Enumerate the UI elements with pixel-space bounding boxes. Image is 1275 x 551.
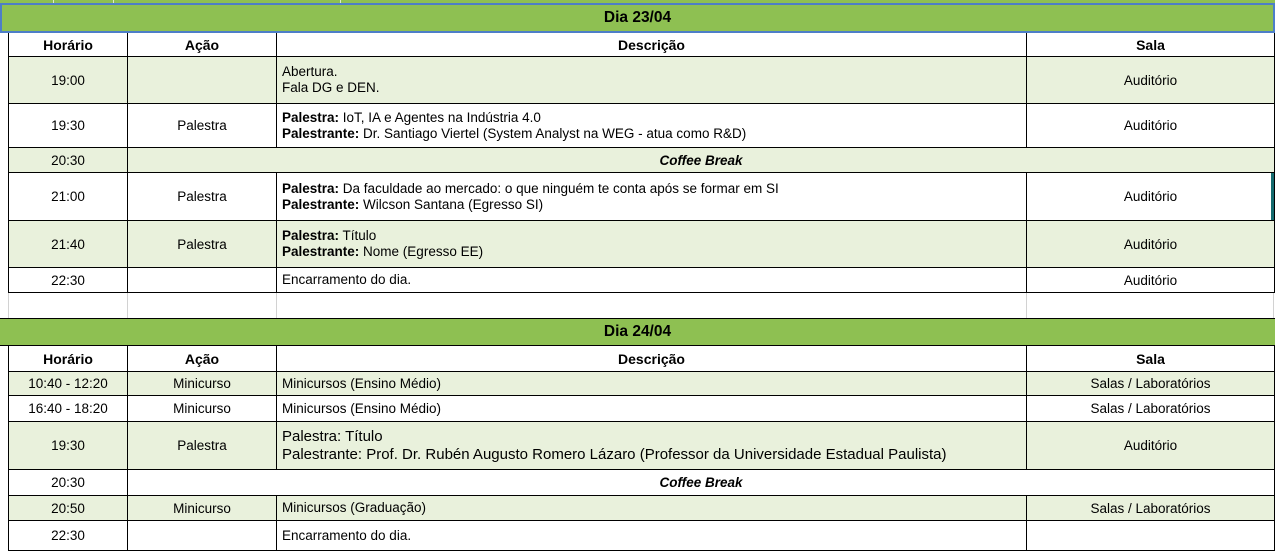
- cell-action[interactable]: [128, 396, 277, 422]
- cell-time[interactable]: [9, 268, 128, 293]
- cell-time[interactable]: [9, 422, 128, 470]
- cell-room[interactable]: [1027, 221, 1275, 268]
- room-label: Auditório: [1123, 118, 1178, 133]
- description-line: [282, 228, 376, 244]
- description-text: Título: [339, 228, 377, 243]
- description-text: Nome (Egresso EE): [359, 244, 484, 259]
- cell-room[interactable]: [1027, 372, 1275, 396]
- cell-action[interactable]: [128, 422, 277, 470]
- action-label: Palestra: [177, 236, 227, 252]
- room-label: Salas / Laboratórios: [1090, 376, 1211, 391]
- description-line: Minicursos (Ensino Médio): [282, 375, 442, 391]
- description-line: Fala DG e DEN.: [282, 80, 380, 95]
- header-cell-acao[interactable]: [128, 33, 277, 57]
- time-label: 19:30: [51, 438, 85, 453]
- room-label: Auditório: [1123, 72, 1178, 88]
- header-label: Ação: [184, 350, 220, 367]
- day1-title-band[interactable]: [0, 3, 1275, 33]
- gridline: [8, 293, 9, 318]
- room-label: Auditório: [1123, 438, 1178, 453]
- cell-description[interactable]: [277, 396, 1027, 422]
- description-text: Dr. Santiago Viertel (System Analyst na WEG - atua como R&D): [359, 125, 747, 141]
- day1-header-row: [9, 33, 1275, 57]
- gridline: [1273, 293, 1274, 318]
- header-label: Descrição: [618, 350, 685, 367]
- cell-description[interactable]: [277, 173, 1027, 221]
- cell-coffee-break[interactable]: [128, 470, 1275, 496]
- cell-time[interactable]: [9, 104, 128, 148]
- cell-description[interactable]: [277, 496, 1027, 521]
- cell-description[interactable]: [277, 268, 1027, 293]
- description-line: [282, 181, 779, 197]
- room-label: Auditório: [1123, 272, 1178, 288]
- time-label: 16:40 - 18:20: [28, 401, 108, 416]
- description-bold-label: Palestra:: [282, 109, 340, 125]
- description-line: Palestra: Título: [282, 427, 383, 445]
- description-line: Encarramento do dia.: [282, 527, 412, 543]
- cell-action[interactable]: [128, 104, 277, 148]
- header-cell-descricao[interactable]: [277, 346, 1027, 372]
- header-label: Ação: [184, 36, 220, 53]
- schedule-row-1900: [9, 57, 1275, 104]
- schedule-row-1930: [9, 104, 1275, 148]
- header-cell-sala[interactable]: [1027, 33, 1275, 57]
- cell-time[interactable]: [9, 396, 128, 422]
- header-cell-horario[interactable]: [9, 33, 128, 57]
- day1-table: [8, 33, 1275, 293]
- header-label: Horário: [43, 350, 93, 367]
- description-bold-label: Palestra:: [282, 180, 340, 196]
- cell-time[interactable]: [9, 221, 128, 268]
- day2-table: [8, 346, 1275, 551]
- description-line: [282, 197, 543, 213]
- header-cell-sala[interactable]: [1027, 346, 1275, 372]
- description-line: Encarramento do dia.: [282, 272, 412, 287]
- cell-time[interactable]: [9, 496, 128, 521]
- cell-room[interactable]: [1027, 521, 1275, 551]
- gridline: [127, 293, 128, 318]
- header-label: Descrição: [618, 36, 685, 53]
- time-label: 20:30: [51, 475, 85, 490]
- time-label: 19:30: [51, 118, 85, 133]
- coffee-break-row: [9, 148, 1275, 173]
- description-text: Wilcson Santana (Egresso SI): [359, 196, 544, 212]
- header-label: Sala: [1136, 350, 1165, 367]
- header-label: Sala: [1136, 36, 1165, 53]
- action-label: Palestra: [177, 438, 227, 453]
- description-text: IoT, IA e Agentes na Indústria 4.0: [339, 109, 541, 125]
- gridline: [1026, 293, 1027, 318]
- schedule-row-2230: [9, 268, 1275, 293]
- day2-header-row: [9, 346, 1275, 372]
- gridline: [276, 293, 277, 318]
- room-label: Auditório: [1123, 189, 1178, 204]
- header-cell-descricao[interactable]: [277, 33, 1027, 57]
- schedule-row-2100: [9, 173, 1275, 221]
- time-label: 10:40 - 12:20: [28, 376, 108, 391]
- cell-time[interactable]: [9, 372, 128, 396]
- cell-room[interactable]: [1027, 422, 1275, 470]
- coffee-break-label: Coffee Break: [659, 152, 743, 168]
- action-label: Palestra: [177, 118, 227, 133]
- time-label: 21:00: [51, 189, 85, 204]
- description-bold-label: Palestrante:: [282, 244, 360, 259]
- coffee-break-label: Coffee Break: [659, 475, 743, 490]
- schedule-row-2140: [9, 221, 1275, 268]
- cell-room[interactable]: [1027, 104, 1275, 148]
- cell-action[interactable]: [128, 372, 277, 396]
- cell-description[interactable]: [277, 521, 1027, 551]
- cell-action[interactable]: [128, 268, 277, 293]
- header-cell-horario[interactable]: [9, 346, 128, 372]
- cell-description[interactable]: [277, 221, 1027, 268]
- empty-spreadsheet-row[interactable]: [0, 293, 1275, 318]
- cell-action[interactable]: [128, 496, 277, 521]
- description-line: Abertura.: [282, 64, 338, 79]
- schedule-row-1040: [9, 372, 1275, 396]
- gridline: [53, 0, 54, 3]
- description-line: [282, 110, 541, 126]
- description-line: Minicursos (Ensino Médio): [282, 400, 442, 416]
- description-line: Palestrante: Prof. Dr. Rubén Augusto Romero Lázaro (Professor da Universidade Estadual Paulista): [282, 445, 947, 463]
- description-bold-label: Palestra:: [282, 228, 340, 243]
- cell-description[interactable]: [277, 104, 1027, 148]
- description-bold-label: Palestrante:: [282, 125, 360, 141]
- cell-room-selected[interactable]: [1027, 173, 1275, 221]
- time-label: 22:30: [51, 272, 85, 288]
- cell-room[interactable]: [1027, 268, 1275, 293]
- time-label: 22:30: [51, 528, 85, 543]
- cell-action[interactable]: [128, 173, 277, 221]
- cell-description[interactable]: [277, 372, 1027, 396]
- description-bold-label: Palestrante:: [282, 196, 360, 212]
- cell-time[interactable]: [9, 57, 128, 104]
- cell-description[interactable]: [277, 422, 1027, 470]
- room-label: Auditório: [1123, 236, 1178, 252]
- coffee-break-row: [9, 470, 1275, 496]
- time-label: 19:00: [51, 72, 85, 88]
- schedule-row-2050: [9, 496, 1275, 521]
- cell-action[interactable]: [128, 221, 277, 268]
- partial-row-above-table: [0, 0, 1275, 3]
- room-label: Salas / Laboratórios: [1090, 500, 1211, 516]
- active-cell-cursor: [1271, 173, 1274, 220]
- action-label: Minicurso: [173, 500, 231, 516]
- cell-description[interactable]: [277, 57, 1027, 104]
- schedule-row-2230: [9, 521, 1275, 551]
- time-label: 20:50: [51, 500, 85, 516]
- cell-coffee-break[interactable]: [128, 148, 1275, 173]
- description-line: [282, 244, 483, 260]
- cell-time[interactable]: [9, 148, 128, 173]
- cell-time[interactable]: [9, 470, 128, 496]
- cell-room[interactable]: [1027, 396, 1275, 422]
- description-line: Minicursos (Graduação): [282, 500, 427, 515]
- cell-action[interactable]: [128, 521, 277, 551]
- description-line: [282, 126, 746, 142]
- day2-title-band[interactable]: [0, 318, 1275, 346]
- gridline: [113, 0, 114, 3]
- action-label: Minicurso: [173, 401, 231, 416]
- cell-room[interactable]: [1027, 496, 1275, 521]
- day1-title: Dia 23/04: [603, 9, 672, 26]
- header-cell-acao[interactable]: [128, 346, 277, 372]
- cell-time[interactable]: [9, 521, 128, 551]
- gridline: [340, 0, 341, 3]
- cell-action[interactable]: [128, 57, 277, 104]
- time-label: 20:30: [51, 152, 85, 168]
- schedule-row-1640: [9, 396, 1275, 422]
- schedule-row-1930: [9, 422, 1275, 470]
- cell-time[interactable]: [9, 173, 128, 221]
- day2-title: Dia 24/04: [603, 323, 672, 340]
- cell-room[interactable]: [1027, 57, 1275, 104]
- action-label: Palestra: [177, 189, 227, 204]
- description-text: Da faculdade ao mercado: o que ninguém te conta após se formar em SI: [339, 180, 779, 196]
- room-label: Salas / Laboratórios: [1090, 401, 1211, 416]
- action-label: Minicurso: [173, 376, 231, 391]
- time-label: 21:40: [51, 236, 85, 252]
- header-label: Horário: [43, 36, 93, 53]
